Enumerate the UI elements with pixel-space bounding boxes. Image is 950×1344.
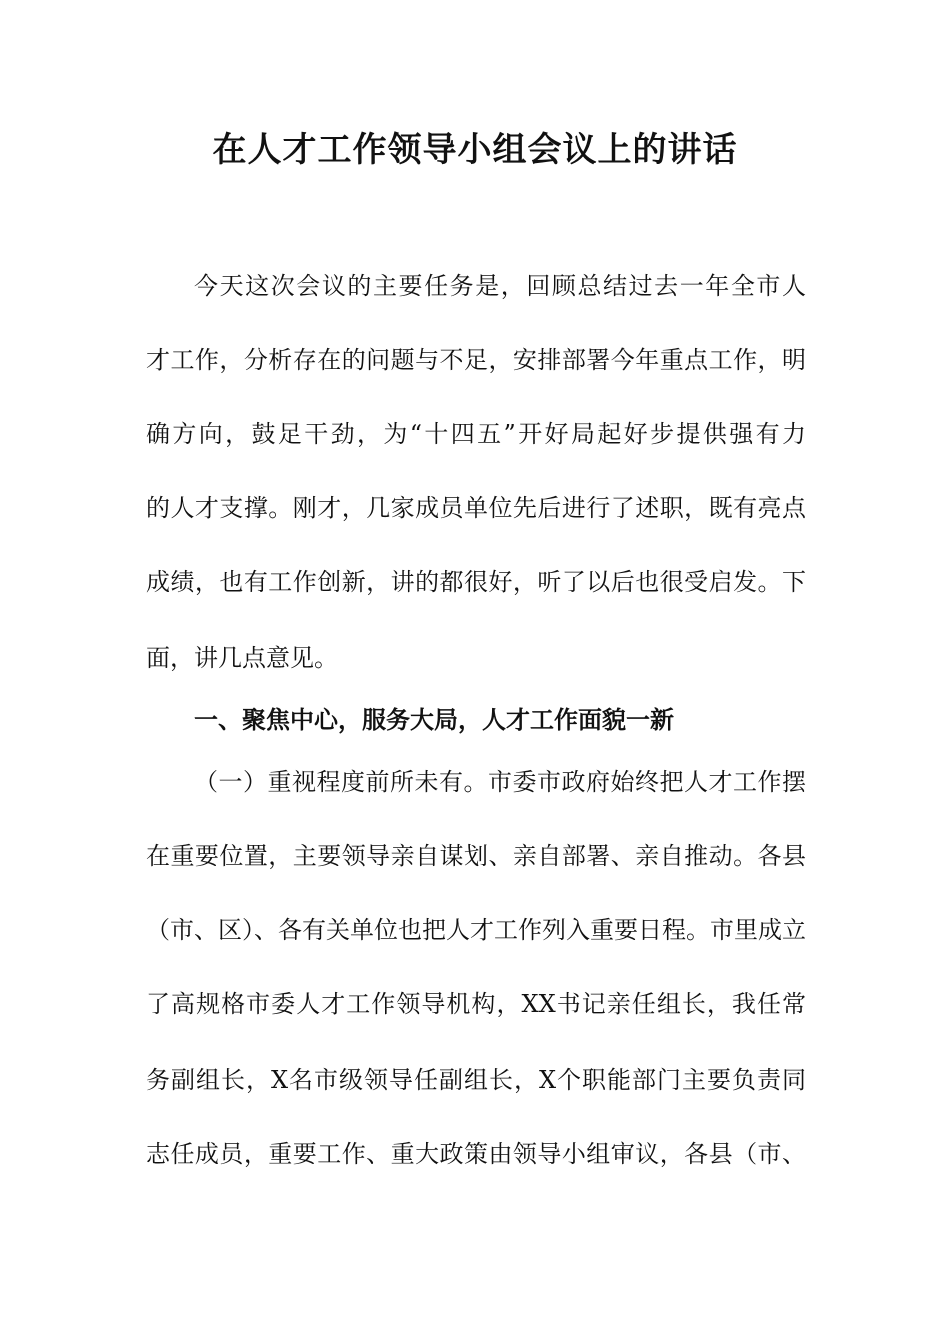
paragraph-line: 确方向，鼓足干劲，为“十四五”开好局起好步提供强有力 <box>146 420 806 448</box>
paragraph-line: 成绩，也有工作创新，讲的都很好，听了以后也很受启发。下 <box>146 568 806 596</box>
section-heading: 一、聚焦中心，服务大局，人才工作面貌一新 <box>194 706 674 734</box>
paragraph-line: 才工作，分析存在的问题与不足，安排部署今年重点工作，明 <box>146 346 806 374</box>
paragraph-line: 了高规格市委人才工作领导机构，XX书记亲任组长，我任常 <box>146 990 806 1018</box>
paragraph-line: （市、区）、各有关单位也把人才工作列入重要日程。市里成立 <box>146 916 806 944</box>
paragraph-line: 务副组长，X名市级领导任副组长，X个职能部门主要负责同 <box>146 1066 806 1094</box>
paragraph-line: 的人才支撑。刚才，几家成员单位先后进行了述职，既有亮点 <box>146 494 806 522</box>
paragraph-line: 在重要位置，主要领导亲自谋划、亲自部署、亲自推动。各县 <box>146 842 806 870</box>
document-title: 在人才工作领导小组会议上的讲话 <box>212 130 738 170</box>
paragraph-line: 面，讲几点意见。 <box>146 644 338 672</box>
paragraph-line: 今天这次会议的主要任务是，回顾总结过去一年全市人 <box>194 272 806 300</box>
paragraph-line: （一）重视程度前所未有。市委市政府始终把人才工作摆 <box>194 768 806 796</box>
paragraph-line: 志任成员，重要工作、重大政策由领导小组审议，各县（市、 <box>146 1140 806 1168</box>
